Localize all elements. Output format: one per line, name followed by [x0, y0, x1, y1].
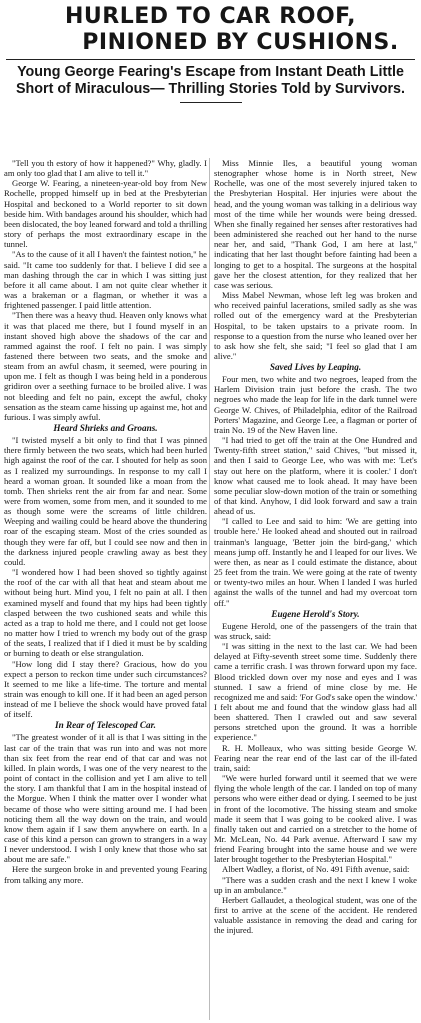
headline-rule	[6, 59, 415, 60]
deck-subheadline: Young George Fearing's Escape from Instant Death Little Short of Miraculous— Thrilling Stories Told by Survivors.	[16, 64, 405, 97]
section-subhead: In Rear of Telescoped Car.	[55, 720, 156, 731]
deck-rule	[180, 102, 242, 103]
article-paragraph: Herbert Gallaudet, a theological student, was one of the first to arrive at the scene of the accident. He rendered valuable assistance in removing the dead and caring for the injured.	[214, 894, 417, 936]
article-paragraph: "As to the cause of it all I haven't the faintest notion," he said. "It came too suddenly for that. I believe I did see a man dashing through the car in which I was sitting just before it all came about. I am not quite clear whether it was a brakeman or a flagman, or whether it was a frightened passenger. I paid little attention.	[4, 249, 207, 311]
right-column	[209, 158, 417, 1020]
article-paragraph: Albert Wadley, a florist, of No. 491 Fifth avenue, said:	[222, 864, 410, 875]
article-paragraph: "There was a sudden crash and the next I knew I woke up in an ambulance."	[214, 874, 417, 895]
article-paragraph: "I called to Lee and said to him: 'We are getting into trouble here.' He looked ahead and shouted out in railroad trainman's language, 'Better join the bird-gang,' which means jump off. Instantly he and I leaped for our lives. We were then, as near as I could estimate the distance, about 25 feet from the train. We were going at the rate of twenty or twenty-two miles an hour. When I landed I was hurled against the walls of the tunnel and had my overcoat torn off."	[214, 516, 417, 608]
section-subhead: Saved Lives by Leaping.	[269, 362, 362, 373]
article-paragraph: "We were hurled forward until it seemed that we were flying the whole length of the car. I landed on top of many persons who were either dead or dying. I seemed to be just in front of the locomotive. The hissing steam and smoke made it seem that I was going to be cooked alive. I was finally taken out and carried on a stretcher to the home of Mr. McLean, No. 44 Park avenue. Afterward I saw my friend Fearing brought into the same house and we were later brought together to the Presbyterian Hospital."	[214, 773, 417, 865]
article-paragraph: "I wondered how I had been shoved so tightly against the roof of the car with all that heat and steam about me without being hurt. Mind you, I felt no pain at all. I then examined myself and found that my hips had been tightly clasped between the two cushioned seats and while this acted as a trap to hold me there, and I could not get loose no matter how I tried to wrench my body out of the grasp of the seats, I realized that if I died it must be by scalding or burning to death or else strangulation.	[4, 567, 207, 659]
article-paragraph: R. H. Molleaux, who was sitting beside George W. Fearing near the rear end of the last car of the ill-fated train, said:	[214, 742, 417, 773]
article-paragraph: "Then there was a heavy thud. Heaven only knows what it was that placed me there, but I found myself in an instant shoved high above the shadows of the car and rammed against the roof. I felt no pain. I was simply fastened there between two seats, and the smoke and steam from an awful chasm, it seemed, were pouring in upon me. I felt as though I was being held in a ponderous gridiron over a seething furnace to be broiled alive. I was not bleeding and felt no pain, except the awful, choky sensation as the steam came hissing up against me, hot and furious. I was simply awful.	[4, 310, 207, 422]
article-paragraph: "The greatest wonder of it all is that I was sitting in the last car of the train that was run into and was not more than six feet from the rear end of that car and was not killed. In plain words, I was one of the very nearest to the point of contact in the collision and yet I am alive to tell the story. I am thankful that I am in the hospital instead of the Morgue. When I think the matter over I wonder what became of those who were sitting around me. I had been noticing them all the way down on the train, and would know them again if I saw them anywhere on earth. In a case of this kind a person can grown to strangers in a way I never understood. I wish I only knew that those who sat about me are safe."	[4, 732, 207, 865]
section-subhead: Heard Shrieks and Groans.	[53, 423, 158, 434]
article-paragraph: "I twisted myself a bit only to find that I was pinned there firmly between the two seats, which had been hurled high against the roof of the car. I shouted for help as soon as I realized my surroundings. In response to my call I heard a woman groan. It sounded like a moan from the tomb. Then shrieks rent the air from far and near. Some were from women, some from men, and it sounded to me as though some were the screams of little children. Weeping and wailing could be heard above the thundering roar of the escaping steam. Most of the cries sounded as though they were far off, but I could see now and then in the darkness injured people crawling away as best they could.	[4, 435, 207, 567]
section-subhead: Eugene Herold's Story.	[271, 608, 360, 619]
article-paragraph: George W. Fearing, a nineteen-year-old boy from New Rochelle, propped himself up in bed at the Presbyterian Hospital and beckoned to a World reporter to sit down beside him. With bandages around his shoulder, which had been dislocated, the boy leaned forward and told a thrilling story of perhaps the most extraordinary escape in the tunnel.	[4, 178, 207, 250]
article-paragraph: Here the surgeon broke in and prevented young Fearing from talking any more.	[4, 864, 207, 885]
article-body	[4, 158, 417, 1020]
headline-line-1: HURLED TO CAR ROOF,	[64, 4, 357, 29]
article-paragraph: Miss Mabel Newman, whose left leg was broken and who received painful lacerations, smiled sadly as she was rolled out of the emergency ward at the Presbyterian Hospital, to be taken upstairs to a private room. In response to a question from the nurse who leaned over her to ask how she felt, she said; "I feel so glad that I am alive."	[214, 290, 417, 361]
article-paragraph: Eugene Herold, one of the passengers of the train that was struck, said:	[214, 620, 417, 641]
article-paragraph: Miss Minnie Iles, a beautiful young woman stenographer whose home is in North street, New Rochelle, was one of the most severely injured taken to the Presbyterian Hospital. Her injuries were about the head, and the young woman was talking in a delirious way most of the time while her wounds were being dressed. When she finally regained her senses after restoratives had been administered she reached out her hand to the nurse near her, and said, "Thank God, I am here at last," indicating that her last thought before fainting had been a longing to get to a hospital. The surgeons at the hospital gave her the closest attention, for they realized that her case was serious.	[214, 158, 417, 290]
left-column	[4, 158, 209, 1020]
article-paragraph: "I had tried to get off the train at the One Hundred and Twenty-fifth street station," said Chives, "but missed it, and then I said to George Lee, who was with me: 'Let's stay out here on the platform, where it is cooler.' I don't know what caused me to look ahead. It may have been some peculiar slow-down motion of the train or something of that kind. Anyhow, I did look forward and saw a train ahead of us.	[214, 435, 417, 517]
headline-line-2: PINIONED BY CUSHIONS.	[82, 30, 399, 55]
article-paragraph: "How long did I stay there? Gracious, how do you expect a person to reckon time under such circumstances? It seemed to me like a life-time. The torture and mental strain was enough to kill one. If it had been an aged person instead of me I believe the shock would have proved fatal of itself.	[4, 658, 207, 720]
article-paragraph: "I was sitting in the next to the last car. We had been delayed at Fifty-seventh street some time. Suddenly there came a terrific crash. I was thrown forward upon my face. Blood trickled down over my nose and eyes and I was stunned. I saw a friend of mine close by me. He recognized me and said: 'For God's sake open the window.' I felt about me and found that the window glass had all been shattered. Then I crawled out and saw several persons stretched upon the ground. It was a horrible experience."	[214, 641, 417, 743]
article-paragraph: "Tell you th estory of how it happened?" Why, gladly. I am only too glad that I am alive to tell it."	[4, 158, 207, 179]
article-paragraph: Four men, two white and two negroes, leaped from the Harlem Division train just before the crash. The two negroes who made the leap for life in the dark tunnel were George W. Chives, of Philadelphia, editor of the Railroad Porters' Magazine, and George Lee, a flagman or porter of train No. 19 of the New Haven line.	[214, 374, 417, 435]
